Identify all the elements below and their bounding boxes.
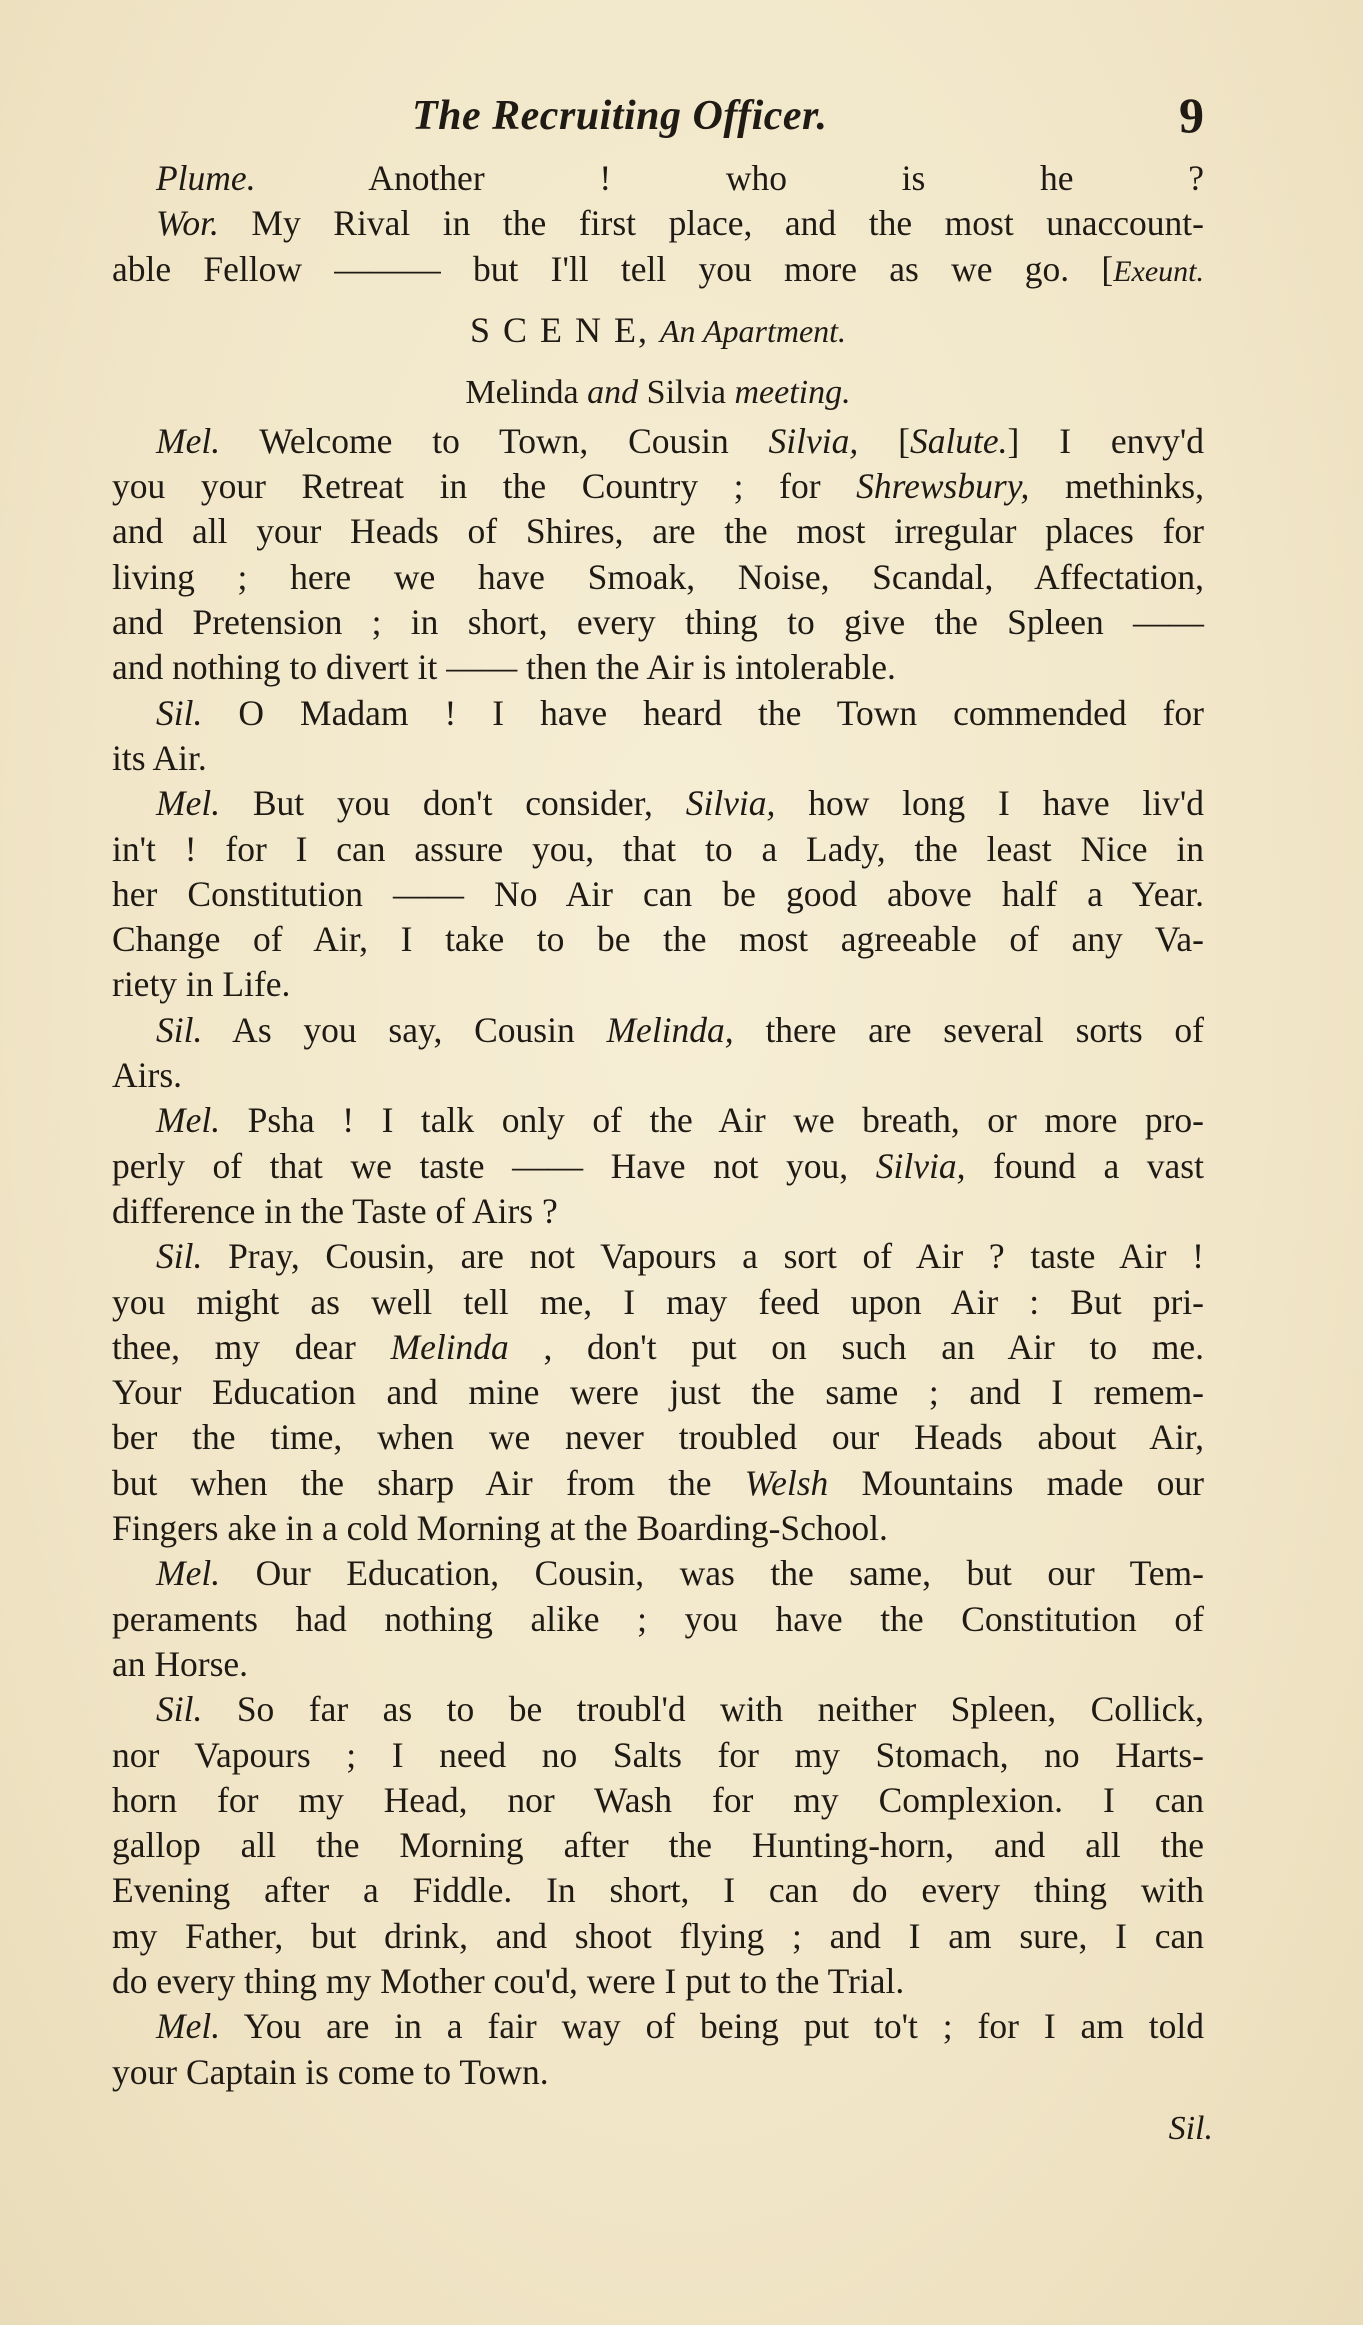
text-line bbox=[112, 1778, 1204, 1823]
italic-text: Silvia, bbox=[685, 783, 776, 824]
speaker-name: Mel. bbox=[156, 420, 221, 461]
speaker-name: Mel. bbox=[156, 2006, 221, 2047]
line-text: an Horse. bbox=[112, 1643, 249, 1684]
line-text: her Constitution —— No Air can be good above half a Year. bbox=[112, 873, 1204, 914]
text-line bbox=[112, 1733, 1204, 1778]
italic-text: meeting. bbox=[734, 373, 851, 411]
line-text: My Rival in the first place, and the most unaccount- bbox=[218, 203, 1204, 244]
line-text: Fingers ake in a cold Morning at the Boarding-School. bbox=[112, 1508, 888, 1549]
speech-line bbox=[112, 201, 1204, 246]
speaker-name: Mel. bbox=[156, 783, 221, 824]
speech-line bbox=[112, 691, 1204, 736]
line-text: your Captain is come to Town. bbox=[112, 2051, 549, 2092]
text-block bbox=[112, 87, 1204, 2095]
line-text: ber the time, when we never troubled our Heads about Air, bbox=[112, 1417, 1204, 1458]
text-line bbox=[112, 1415, 1204, 1460]
speech-line bbox=[112, 1098, 1204, 1143]
running-head bbox=[112, 87, 1204, 156]
line-text: Airs. bbox=[112, 1055, 183, 1096]
text-line bbox=[112, 1597, 1204, 1642]
speech-line bbox=[112, 2004, 1204, 2049]
line-text: Silvia bbox=[638, 373, 735, 411]
line-text: there are several sorts of bbox=[733, 1009, 1204, 1050]
line-text: thee, my dear bbox=[112, 1326, 391, 1367]
line-text: Pray, Cousin, are not Vapours a sort of Air ? taste Air ! bbox=[202, 1236, 1204, 1277]
speaker-name: Mel. bbox=[156, 1100, 221, 1141]
speaker-name: Sil. bbox=[156, 1236, 203, 1277]
line-text: how long I have liv'd bbox=[775, 783, 1204, 824]
speaker-name: Wor. bbox=[156, 203, 219, 244]
text-line bbox=[112, 827, 1204, 872]
line-text: As you say, Cousin bbox=[202, 1009, 607, 1050]
text-line bbox=[112, 872, 1204, 917]
text-line bbox=[112, 1053, 1204, 1098]
line-text: do every thing my Mother cou'd, were I put to the Trial. bbox=[112, 1960, 905, 2001]
line-text: and nothing to divert it —— then the Air is intolerable. bbox=[112, 647, 896, 688]
text-line bbox=[112, 1642, 1204, 1687]
line-text: , don't put on such an Air to me. bbox=[508, 1326, 1204, 1367]
italic-text: An Apartment. bbox=[659, 312, 847, 349]
line-text: Melinda bbox=[465, 373, 588, 411]
scene-heading bbox=[112, 302, 1204, 359]
line-text: But you don't consider, bbox=[220, 783, 686, 824]
line-text: riety in Life. bbox=[112, 964, 291, 1005]
text-line bbox=[112, 1144, 1204, 1189]
line-text: You are in a fair way of being put to't ; for I am told bbox=[220, 2006, 1204, 2047]
text-line bbox=[112, 1461, 1204, 1506]
page-number: 9 bbox=[1179, 87, 1204, 143]
text-line bbox=[112, 1189, 1204, 1234]
italic-text: Melinda, bbox=[606, 1009, 734, 1050]
line-text: nor Vapours ; I need no Salts for my Stomach, no Harts- bbox=[112, 1734, 1204, 1775]
speech-line bbox=[112, 1551, 1204, 1596]
text-line bbox=[112, 1506, 1204, 1551]
line-text: in't ! for I can assure you, that to a Lady, the least Nice in bbox=[112, 828, 1204, 869]
text-line bbox=[112, 736, 1204, 781]
text-line bbox=[112, 1959, 1204, 2004]
line-text: found a vast bbox=[965, 1145, 1204, 1186]
italic-text: Welsh bbox=[744, 1462, 829, 1503]
italic-text: Salute. bbox=[909, 420, 1008, 461]
line-text: you your Retreat in the Country ; for bbox=[112, 466, 857, 507]
text-line bbox=[112, 464, 1204, 509]
text-line bbox=[112, 1914, 1204, 1959]
line-text: Evening after a Fiddle. In short, I can do every thing with bbox=[112, 1870, 1204, 1911]
line-text: perly of that we taste —— Have not you, bbox=[112, 1145, 876, 1186]
line-text: Change of Air, I take to be the most agreeable of any Va- bbox=[112, 919, 1204, 960]
line-text: you might as well tell me, I may feed upon Air : But pri- bbox=[112, 1281, 1204, 1322]
line-text: living ; here we have Smoak, Noise, Scandal, Affectation, bbox=[112, 556, 1204, 597]
line-text: O Madam ! I have heard the Town commended for bbox=[202, 692, 1204, 733]
line-text: and all your Heads of Shires, are the most irregular places for bbox=[112, 511, 1204, 552]
text-line bbox=[112, 1823, 1204, 1868]
text-line bbox=[112, 2050, 1204, 2095]
text-line bbox=[112, 1370, 1204, 1415]
text-line bbox=[112, 555, 1204, 600]
italic-text: Shrewsbury, bbox=[856, 466, 1030, 507]
text-line bbox=[112, 1325, 1204, 1370]
line-text: able Fellow ——— but I'll tell you more as we go. [ bbox=[112, 248, 1114, 289]
text-line bbox=[112, 962, 1204, 1007]
play-text bbox=[112, 156, 1204, 2095]
text-line bbox=[112, 1868, 1204, 1913]
speech-line bbox=[112, 1008, 1204, 1053]
italic-text: Silvia, bbox=[768, 420, 859, 461]
speaker-name: Sil. bbox=[156, 692, 203, 733]
italic-text: and bbox=[587, 373, 639, 411]
speech-line bbox=[112, 419, 1204, 464]
line-text: Psha ! I talk only of the Air we breath, or more pro- bbox=[220, 1100, 1204, 1141]
line-text: my Father, but drink, and shoot flying ; and I am sure, I can bbox=[112, 1915, 1204, 1956]
text-line bbox=[112, 509, 1204, 554]
speaker-name: Plume. bbox=[156, 158, 256, 198]
line-text: Mountains made our bbox=[828, 1462, 1204, 1503]
text-line bbox=[112, 1280, 1204, 1325]
line-text: peraments had nothing alike ; you have the Constitution of bbox=[112, 1598, 1204, 1639]
line-text: Our Education, Cousin, was the same, but our Tem- bbox=[220, 1553, 1204, 1594]
line-text: So far as to be troubl'd with neither Spleen, Collick, bbox=[202, 1689, 1204, 1730]
text-line bbox=[112, 247, 1204, 294]
line-text: and Pretension ; in short, every thing to give the Spleen —— bbox=[112, 602, 1204, 643]
speaker-name: Sil. bbox=[156, 1689, 203, 1730]
speaker-name: Sil. bbox=[156, 1009, 203, 1050]
text-line bbox=[112, 917, 1204, 962]
speech-line bbox=[112, 1234, 1204, 1279]
line-text: gallop all the Morning after the Hunting-horn, and all the bbox=[112, 1825, 1204, 1866]
line-text: S C E N E, bbox=[469, 309, 660, 350]
stage-exit: Exeunt. bbox=[1113, 254, 1204, 288]
line-text: Another ! who is he ? bbox=[255, 158, 1204, 198]
stage-direction bbox=[112, 369, 1204, 417]
speech-line bbox=[112, 781, 1204, 826]
text-line bbox=[112, 645, 1204, 690]
line-text: but when the sharp Air from the bbox=[112, 1462, 745, 1503]
speech-line bbox=[112, 1687, 1204, 1732]
running-title: The Recruiting Officer. bbox=[412, 93, 828, 139]
line-text: difference in the Taste of Airs ? bbox=[112, 1190, 558, 1231]
line-text: its Air. bbox=[112, 737, 207, 778]
line-text: ] I envy'd bbox=[1007, 420, 1204, 461]
line-text: horn for my Head, nor Wash for my Complexion. I can bbox=[112, 1779, 1204, 1820]
line-text: Welcome to Town, Cousin bbox=[220, 420, 769, 461]
speaker-name: Mel. bbox=[156, 1553, 221, 1594]
speech-line bbox=[112, 156, 1204, 201]
line-text: Your Education and mine were just the same ; and I remem- bbox=[112, 1372, 1204, 1413]
italic-text: Silvia, bbox=[875, 1145, 966, 1186]
line-text: methinks, bbox=[1029, 466, 1204, 507]
line-text: [ bbox=[858, 420, 910, 461]
text-line bbox=[112, 600, 1204, 645]
catchword: Sil. bbox=[1168, 2110, 1213, 2147]
italic-text: Melinda bbox=[390, 1326, 509, 1367]
